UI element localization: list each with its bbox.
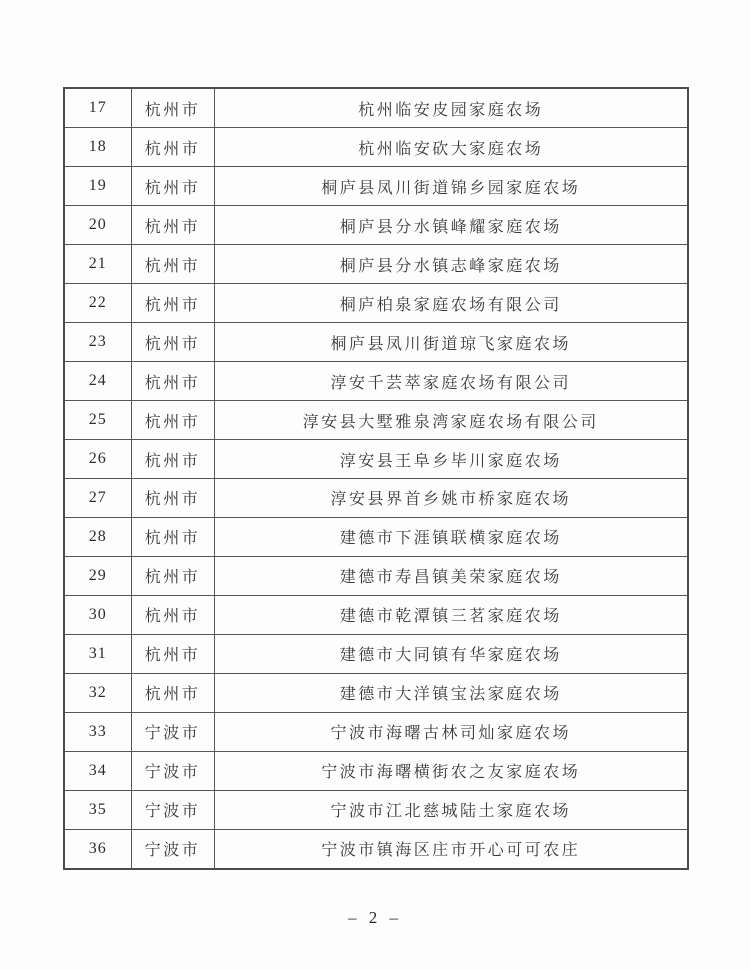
row-city: 杭州市 bbox=[131, 556, 214, 595]
row-farm-name: 桐庐县凤川街道锦乡园家庭农场 bbox=[214, 167, 688, 206]
row-index: 17 bbox=[64, 88, 131, 128]
row-city: 杭州市 bbox=[131, 284, 214, 323]
row-farm-name: 桐庐县凤川街道琼飞家庭农场 bbox=[214, 323, 688, 362]
row-index: 34 bbox=[64, 751, 131, 790]
table-row bbox=[64, 284, 688, 323]
table-row bbox=[64, 751, 688, 790]
row-index: 21 bbox=[64, 245, 131, 284]
table-row bbox=[64, 167, 688, 206]
row-farm-name: 淳安县王阜乡毕川家庭农场 bbox=[214, 440, 688, 479]
row-city: 杭州市 bbox=[131, 88, 214, 128]
farm-table-body bbox=[64, 88, 688, 869]
table-row bbox=[64, 323, 688, 362]
row-farm-name: 建德市大同镇有华家庭农场 bbox=[214, 634, 688, 673]
table-row bbox=[64, 517, 688, 556]
row-index: 20 bbox=[64, 206, 131, 245]
row-index: 25 bbox=[64, 401, 131, 440]
row-index: 28 bbox=[64, 517, 131, 556]
row-index: 36 bbox=[64, 829, 131, 869]
row-index: 29 bbox=[64, 556, 131, 595]
table-row bbox=[64, 245, 688, 284]
row-farm-name: 淳安千芸萃家庭农场有限公司 bbox=[214, 362, 688, 401]
row-farm-name: 淳安县大墅雅泉湾家庭农场有限公司 bbox=[214, 401, 688, 440]
row-farm-name: 桐庐县分水镇峰耀家庭农场 bbox=[214, 206, 688, 245]
row-city: 宁波市 bbox=[131, 751, 214, 790]
row-index: 33 bbox=[64, 712, 131, 751]
row-index: 22 bbox=[64, 284, 131, 323]
row-farm-name: 建德市大洋镇宝法家庭农场 bbox=[214, 673, 688, 712]
table-row bbox=[64, 440, 688, 479]
row-index: 32 bbox=[64, 673, 131, 712]
row-index: 30 bbox=[64, 595, 131, 634]
row-city: 杭州市 bbox=[131, 245, 214, 284]
row-city: 杭州市 bbox=[131, 167, 214, 206]
row-farm-name: 桐庐柏泉家庭农场有限公司 bbox=[214, 284, 688, 323]
row-city: 杭州市 bbox=[131, 401, 214, 440]
table-row bbox=[64, 712, 688, 751]
row-farm-name: 杭州临安皮园家庭农场 bbox=[214, 88, 688, 128]
table-row bbox=[64, 556, 688, 595]
row-city: 杭州市 bbox=[131, 440, 214, 479]
row-city: 杭州市 bbox=[131, 595, 214, 634]
row-farm-name: 宁波市江北慈城陆土家庭农场 bbox=[214, 790, 688, 829]
table-row bbox=[64, 790, 688, 829]
row-index: 35 bbox=[64, 790, 131, 829]
table-row bbox=[64, 206, 688, 245]
row-index: 18 bbox=[64, 128, 131, 167]
row-farm-name: 杭州临安砍大家庭农场 bbox=[214, 128, 688, 167]
row-farm-name: 建德市乾潭镇三茗家庭农场 bbox=[214, 595, 688, 634]
farm-list-table bbox=[63, 87, 689, 870]
row-index: 31 bbox=[64, 634, 131, 673]
row-city: 杭州市 bbox=[131, 128, 214, 167]
page-number: – 2 – bbox=[348, 908, 402, 927]
row-index: 27 bbox=[64, 478, 131, 517]
row-farm-name: 建德市寿昌镇美荣家庭农场 bbox=[214, 556, 688, 595]
row-farm-name: 宁波市海曙横街农之友家庭农场 bbox=[214, 751, 688, 790]
row-farm-name: 宁波市海曙古林司灿家庭农场 bbox=[214, 712, 688, 751]
row-city: 杭州市 bbox=[131, 478, 214, 517]
row-city: 杭州市 bbox=[131, 673, 214, 712]
table-row bbox=[64, 362, 688, 401]
row-city: 杭州市 bbox=[131, 323, 214, 362]
row-city: 杭州市 bbox=[131, 362, 214, 401]
row-city: 杭州市 bbox=[131, 517, 214, 556]
row-index: 24 bbox=[64, 362, 131, 401]
table-row bbox=[64, 634, 688, 673]
table-row bbox=[64, 673, 688, 712]
table-row bbox=[64, 128, 688, 167]
row-city: 宁波市 bbox=[131, 712, 214, 751]
row-farm-name: 建德市下涯镇联横家庭农场 bbox=[214, 517, 688, 556]
table-row bbox=[64, 829, 688, 869]
table-row bbox=[64, 401, 688, 440]
row-index: 19 bbox=[64, 167, 131, 206]
table-row bbox=[64, 88, 688, 128]
row-city: 宁波市 bbox=[131, 790, 214, 829]
row-farm-name: 宁波市镇海区庄市开心可可农庄 bbox=[214, 829, 688, 869]
row-city: 杭州市 bbox=[131, 634, 214, 673]
table-row bbox=[64, 595, 688, 634]
table-row bbox=[64, 478, 688, 517]
row-index: 23 bbox=[64, 323, 131, 362]
row-city: 杭州市 bbox=[131, 206, 214, 245]
row-index: 26 bbox=[64, 440, 131, 479]
row-farm-name: 淳安县界首乡姚市桥家庭农场 bbox=[214, 478, 688, 517]
row-farm-name: 桐庐县分水镇志峰家庭农场 bbox=[214, 245, 688, 284]
row-city: 宁波市 bbox=[131, 829, 214, 869]
